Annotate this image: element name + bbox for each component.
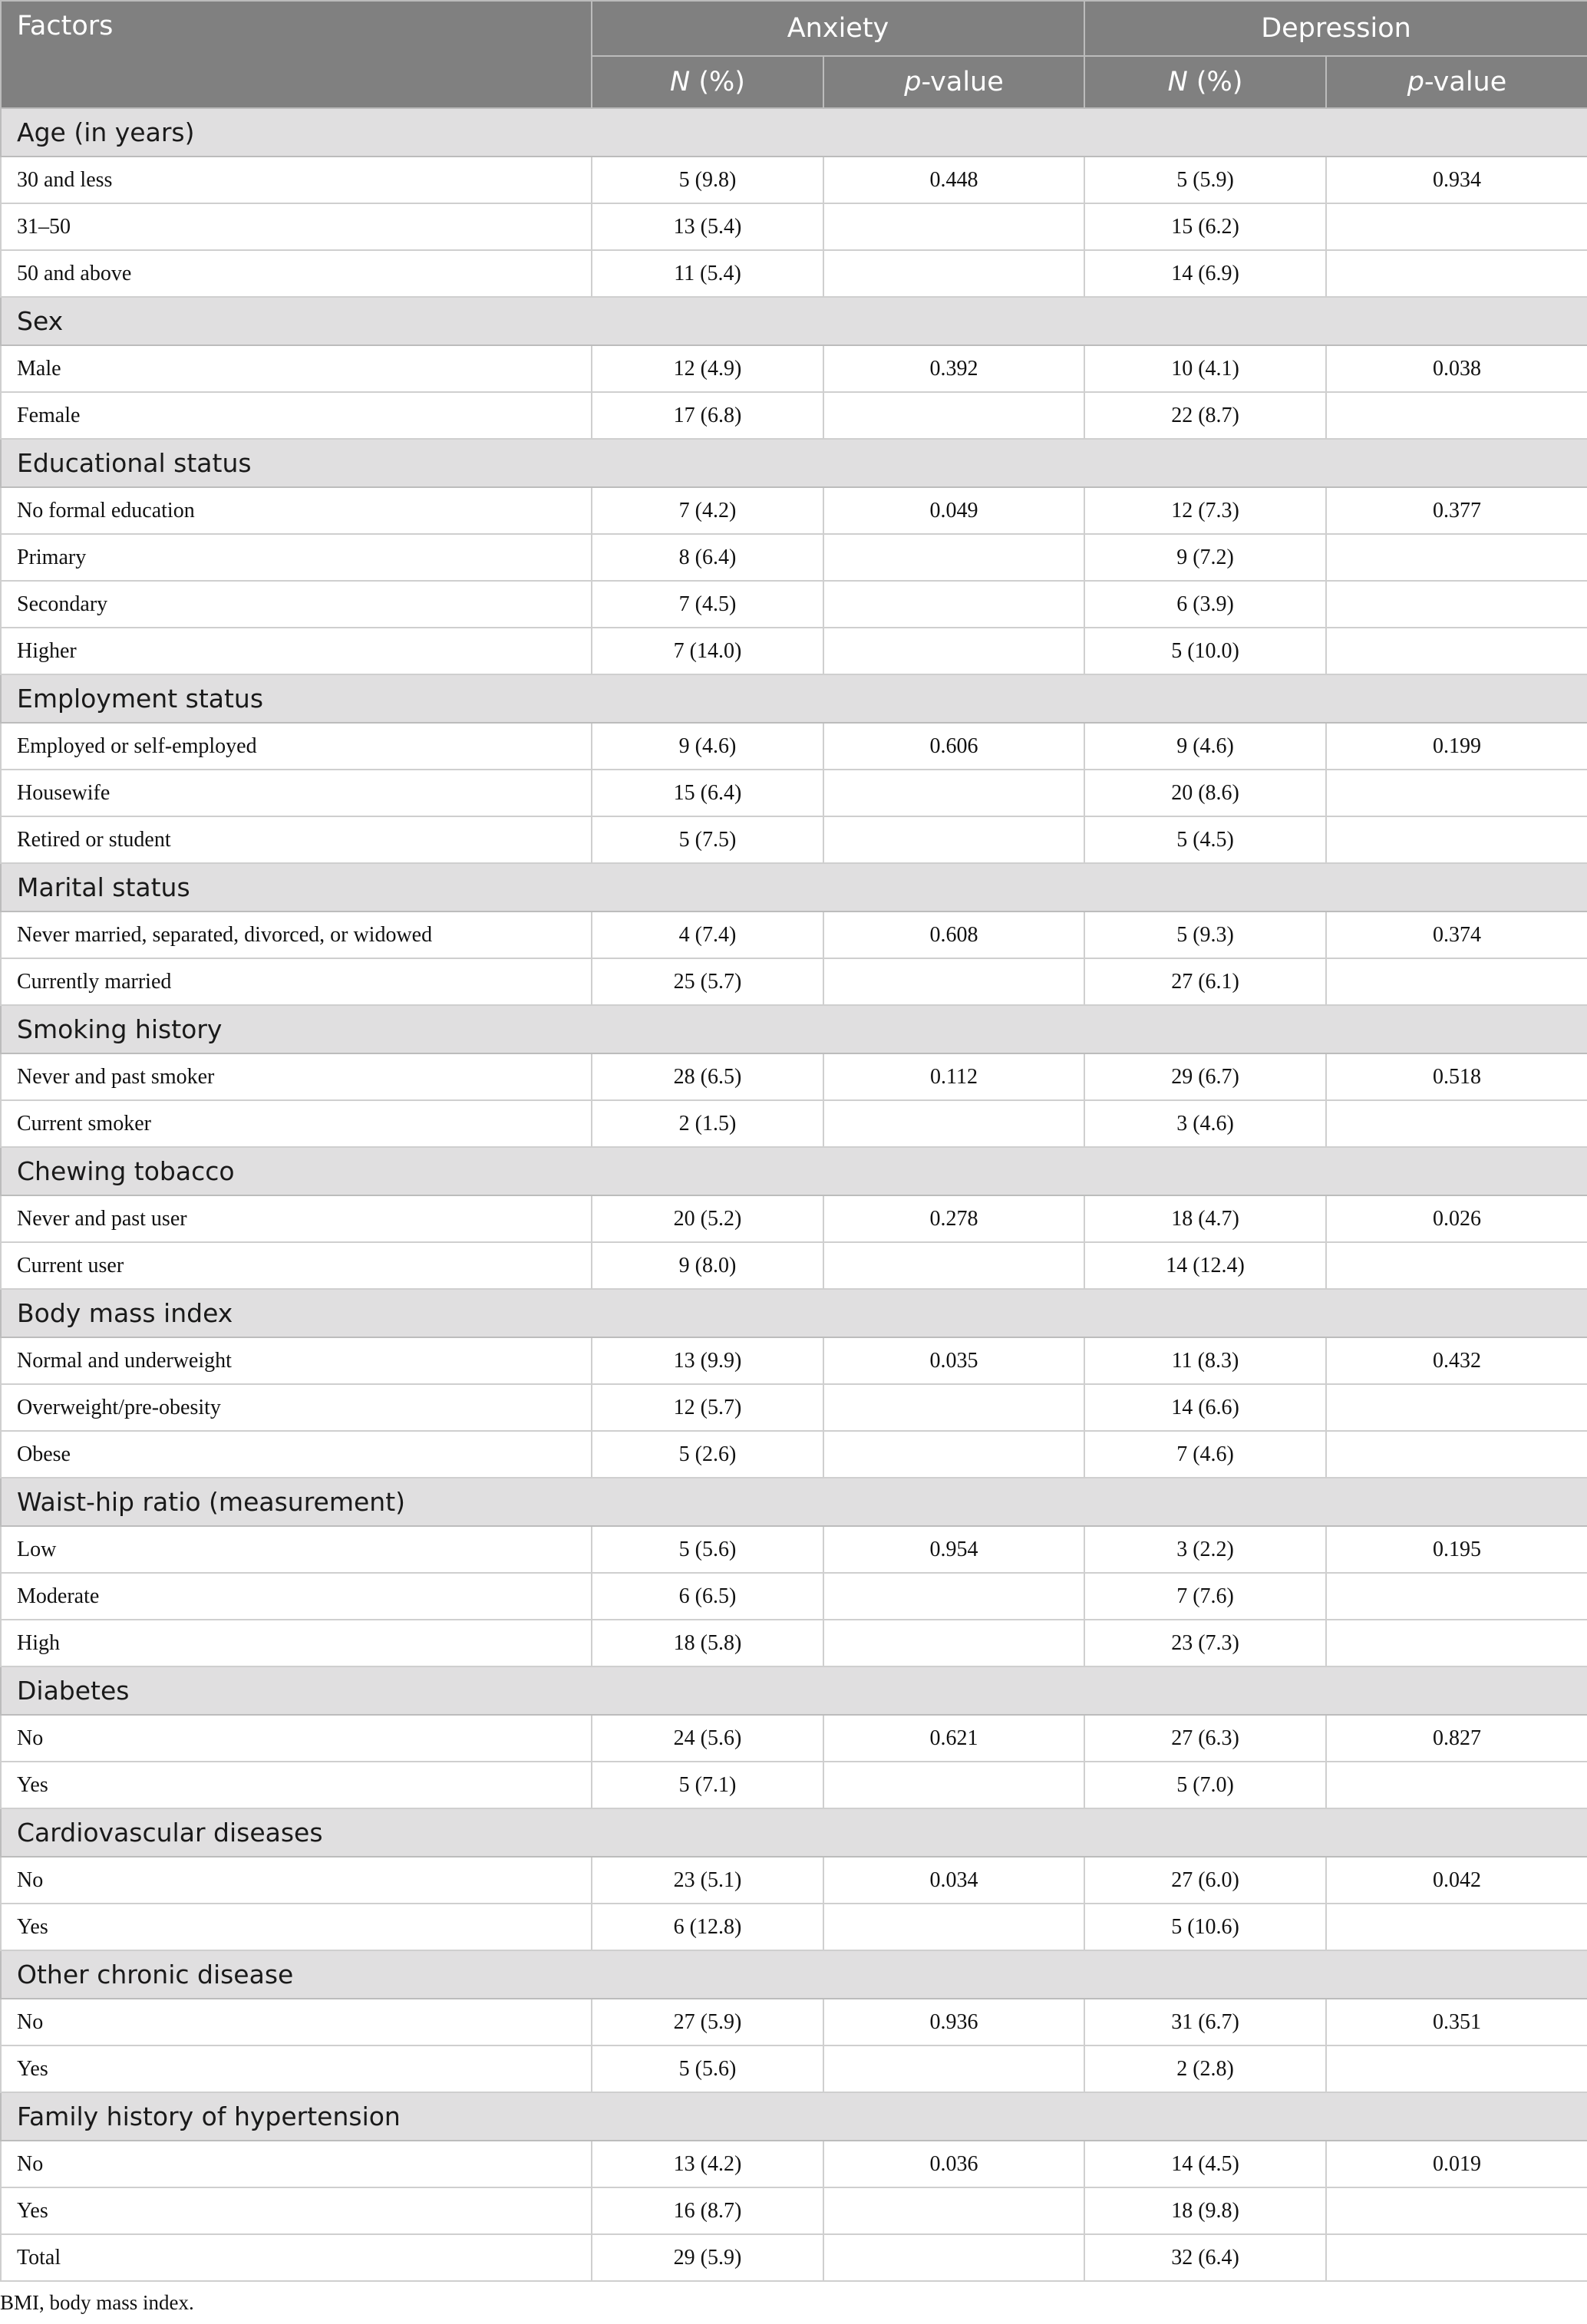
- table-row: [1, 534, 1587, 581]
- depression-n-cell: 10 (4.1): [1084, 345, 1326, 392]
- category-row: [1, 1478, 1587, 1526]
- anxiety-n-cell: 5 (5.6): [592, 2045, 823, 2092]
- factor-label: No: [1, 1715, 592, 1762]
- table-row: [1, 2234, 1587, 2281]
- anxiety-p-cell: [823, 816, 1084, 863]
- anxiety-p-cell: [823, 1904, 1084, 1950]
- table-footnote: BMI, body mass index.: [0, 2291, 194, 2314]
- category-row: [1, 108, 1587, 157]
- depression-p-cell: [1326, 581, 1587, 628]
- category-label: Other chronic disease: [1, 1950, 1587, 1999]
- depression-p-cell: 0.374: [1326, 911, 1587, 958]
- depression-n-cell: 23 (7.3): [1084, 1620, 1326, 1666]
- anxiety-n-cell: 11 (5.4): [592, 250, 823, 297]
- anxiety-p-cell: [823, 770, 1084, 816]
- table-row: [1, 770, 1587, 816]
- table-row: [1, 628, 1587, 674]
- anxiety-p-cell: [823, 1620, 1084, 1666]
- table-row: [1, 392, 1587, 439]
- anxiety-n-cell: 6 (6.5): [592, 1573, 823, 1620]
- factor-label: Never and past smoker: [1, 1053, 592, 1100]
- factor-label: Employed or self-employed: [1, 723, 592, 770]
- category-label: Cardiovascular diseases: [1, 1808, 1587, 1857]
- anxiety-n-cell: 7 (4.5): [592, 581, 823, 628]
- table-row: [1, 1762, 1587, 1808]
- anxiety-p-cell: [823, 534, 1084, 581]
- factor-label: Normal and underweight: [1, 1337, 592, 1384]
- depression-p-cell: [1326, 1620, 1587, 1666]
- table-row: [1, 1857, 1587, 1904]
- table-row: [1, 487, 1587, 534]
- depression-p-cell: [1326, 1762, 1587, 1808]
- anxiety-n-cell: 7 (14.0): [592, 628, 823, 674]
- depression-n-cell: 14 (12.4): [1084, 1242, 1326, 1289]
- anxiety-p-cell: 0.049: [823, 487, 1084, 534]
- depression-n-cell: 7 (4.6): [1084, 1431, 1326, 1478]
- factor-label: Secondary: [1, 581, 592, 628]
- table-body: [1, 108, 1587, 2281]
- anxiety-p-cell: 0.606: [823, 723, 1084, 770]
- table-row: [1, 250, 1587, 297]
- factor-label: 30 and less: [1, 157, 592, 203]
- category-label: Body mass index: [1, 1289, 1587, 1337]
- table-row: [1, 1431, 1587, 1478]
- anxiety-p-cell: [823, 581, 1084, 628]
- depression-n-cell: 11 (8.3): [1084, 1337, 1326, 1384]
- depression-n-cell: 3 (2.2): [1084, 1526, 1326, 1573]
- anxiety-p-cell: 0.621: [823, 1715, 1084, 1762]
- depression-p-cell: 0.351: [1326, 1999, 1587, 2045]
- anxiety-n-cell: 12 (5.7): [592, 1384, 823, 1431]
- anxiety-n-cell: 9 (4.6): [592, 723, 823, 770]
- anxiety-n-cell: 16 (8.7): [592, 2187, 823, 2234]
- depression-p-cell: [1326, 770, 1587, 816]
- anxiety-n-cell: 7 (4.2): [592, 487, 823, 534]
- factor-label: 50 and above: [1, 250, 592, 297]
- anxiety-n-cell: 9 (8.0): [592, 1242, 823, 1289]
- depression-n-cell: 6 (3.9): [1084, 581, 1326, 628]
- depression-p-cell: [1326, 2045, 1587, 2092]
- anxiety-n-cell: 6 (12.8): [592, 1904, 823, 1950]
- category-row: [1, 1147, 1587, 1195]
- depression-n-cell: 14 (4.5): [1084, 2141, 1326, 2187]
- anxiety-p-cell: [823, 1242, 1084, 1289]
- depression-n-cell: 9 (7.2): [1084, 534, 1326, 581]
- factor-label: Male: [1, 345, 592, 392]
- anxiety-n-cell: 2 (1.5): [592, 1100, 823, 1147]
- depression-p-cell: [1326, 1384, 1587, 1431]
- factor-label: Never and past user: [1, 1195, 592, 1242]
- table-row: [1, 1620, 1587, 1666]
- depression-p-cell: [1326, 534, 1587, 581]
- anxiety-n-cell: 17 (6.8): [592, 392, 823, 439]
- factor-label: Yes: [1, 2187, 592, 2234]
- category-label: Marital status: [1, 863, 1587, 911]
- depression-n-cell: 27 (6.3): [1084, 1715, 1326, 1762]
- category-row: [1, 1005, 1587, 1053]
- table-row: [1, 1100, 1587, 1147]
- depression-n-cell: 29 (6.7): [1084, 1053, 1326, 1100]
- table-row: [1, 2187, 1587, 2234]
- category-label: Chewing tobacco: [1, 1147, 1587, 1195]
- category-label: Family history of hypertension: [1, 2092, 1587, 2141]
- factor-label: Yes: [1, 2045, 592, 2092]
- depression-p-cell: [1326, 958, 1587, 1005]
- depression-p-cell: [1326, 816, 1587, 863]
- factor-label: Housewife: [1, 770, 592, 816]
- depression-header: Depression: [1084, 1, 1587, 56]
- table-row: [1, 1715, 1587, 1762]
- depression-p-cell: [1326, 203, 1587, 250]
- category-label: Diabetes: [1, 1666, 1587, 1715]
- category-row: [1, 1289, 1587, 1337]
- table-row: [1, 1384, 1587, 1431]
- depression-n-cell: 18 (4.7): [1084, 1195, 1326, 1242]
- anxiety-n-cell: 4 (7.4): [592, 911, 823, 958]
- table-row: [1, 1999, 1587, 2045]
- anxiety-p-cell: [823, 203, 1084, 250]
- category-row: [1, 1666, 1587, 1715]
- factor-label: Retired or student: [1, 816, 592, 863]
- depression-p-cell: [1326, 1904, 1587, 1950]
- table-row: [1, 1526, 1587, 1573]
- factor-label: High: [1, 1620, 592, 1666]
- anxiety-n-cell: 5 (7.1): [592, 1762, 823, 1808]
- table-row: [1, 723, 1587, 770]
- depression-p-cell: 0.026: [1326, 1195, 1587, 1242]
- anxiety-n-cell: 27 (5.9): [592, 1999, 823, 2045]
- table-row: [1, 157, 1587, 203]
- anxiety-p-cell: 0.035: [823, 1337, 1084, 1384]
- factor-label: Total: [1, 2234, 592, 2281]
- depression-n-cell: 7 (7.6): [1084, 1573, 1326, 1620]
- category-row: [1, 1950, 1587, 1999]
- anxiety-p-cell: 0.036: [823, 2141, 1084, 2187]
- depression-n-cell: 31 (6.7): [1084, 1999, 1326, 2045]
- anxiety-n-cell: 25 (5.7): [592, 958, 823, 1005]
- table-row: [1, 2141, 1587, 2187]
- anxiety-p-cell: [823, 2234, 1084, 2281]
- anxiety-n-cell: 5 (2.6): [592, 1431, 823, 1478]
- factor-label: No: [1, 2141, 592, 2187]
- anxiety-n-cell: 24 (5.6): [592, 1715, 823, 1762]
- anxiety-p-cell: [823, 1384, 1084, 1431]
- depression-n-cell: 15 (6.2): [1084, 203, 1326, 250]
- table-row: [1, 1053, 1587, 1100]
- anxiety-p-cell: 0.608: [823, 911, 1084, 958]
- anxiety-n-cell: 12 (4.9): [592, 345, 823, 392]
- depression-n-cell: 20 (8.6): [1084, 770, 1326, 816]
- depression-p-cell: [1326, 2234, 1587, 2281]
- anxiety-n-cell: 13 (5.4): [592, 203, 823, 250]
- table-row: [1, 1904, 1587, 1950]
- factor-label: Current user: [1, 1242, 592, 1289]
- table-row: [1, 958, 1587, 1005]
- anxiety-p-cell: 0.392: [823, 345, 1084, 392]
- anxiety-p-cell: [823, 392, 1084, 439]
- depression-n-cell: 5 (10.6): [1084, 1904, 1326, 1950]
- anxiety-p-cell: [823, 2187, 1084, 2234]
- anxiety-n-cell: 28 (6.5): [592, 1053, 823, 1100]
- anxiety-p-cell: 0.954: [823, 1526, 1084, 1573]
- depression-n-cell: 27 (6.0): [1084, 1857, 1326, 1904]
- category-label: Smoking history: [1, 1005, 1587, 1053]
- anxiety-p-cell: [823, 1762, 1084, 1808]
- category-label: Waist-hip ratio (measurement): [1, 1478, 1587, 1526]
- category-row: [1, 863, 1587, 911]
- anxiety-n-cell: 13 (4.2): [592, 2141, 823, 2187]
- depression-n-cell: 32 (6.4): [1084, 2234, 1326, 2281]
- depression-n-cell: 22 (8.7): [1084, 392, 1326, 439]
- anxiety-header: Anxiety: [592, 1, 1084, 56]
- anxiety-p-cell: 0.034: [823, 1857, 1084, 1904]
- category-label: Sex: [1, 297, 1587, 345]
- category-row: [1, 2092, 1587, 2141]
- depression-n-cell: 14 (6.9): [1084, 250, 1326, 297]
- factors-header: Factors: [1, 1, 592, 108]
- anxiety-p-cell: [823, 1100, 1084, 1147]
- anxiety-n-cell: 23 (5.1): [592, 1857, 823, 1904]
- factor-label: Yes: [1, 1904, 592, 1950]
- category-row: [1, 297, 1587, 345]
- depression-n-cell: 3 (4.6): [1084, 1100, 1326, 1147]
- anxiety-n-cell: 5 (9.8): [592, 157, 823, 203]
- depression-n-cell: 12 (7.3): [1084, 487, 1326, 534]
- category-label: Educational status: [1, 439, 1587, 487]
- depression-n-cell: 5 (4.5): [1084, 816, 1326, 863]
- depression-p-cell: 0.038: [1326, 345, 1587, 392]
- depression-n-header: N (%): [1084, 56, 1326, 108]
- depression-p-cell: 0.934: [1326, 157, 1587, 203]
- anxiety-p-cell: [823, 2045, 1084, 2092]
- anxiety-n-cell: 18 (5.8): [592, 1620, 823, 1666]
- depression-p-cell: [1326, 392, 1587, 439]
- depression-p-header: p-value: [1326, 56, 1587, 108]
- depression-p-cell: 0.377: [1326, 487, 1587, 534]
- factor-label: Never married, separated, divorced, or widowed: [1, 911, 592, 958]
- anxiety-p-cell: 0.448: [823, 157, 1084, 203]
- anxiety-n-header: N (%): [592, 56, 823, 108]
- table-row: [1, 1573, 1587, 1620]
- table-row: [1, 816, 1587, 863]
- category-label: Employment status: [1, 674, 1587, 723]
- factor-label: Overweight/pre-obesity: [1, 1384, 592, 1431]
- table-row: [1, 2045, 1587, 2092]
- depression-n-cell: 5 (5.9): [1084, 157, 1326, 203]
- anxiety-n-cell: 15 (6.4): [592, 770, 823, 816]
- depression-n-cell: 18 (9.8): [1084, 2187, 1326, 2234]
- depression-n-cell: 27 (6.1): [1084, 958, 1326, 1005]
- depression-p-cell: [1326, 250, 1587, 297]
- category-row: [1, 439, 1587, 487]
- anxiety-n-cell: 13 (9.9): [592, 1337, 823, 1384]
- anxiety-p-cell: [823, 958, 1084, 1005]
- factor-label: Current smoker: [1, 1100, 592, 1147]
- table-row: [1, 581, 1587, 628]
- depression-p-cell: [1326, 628, 1587, 674]
- table-row: [1, 1195, 1587, 1242]
- depression-p-cell: 0.042: [1326, 1857, 1587, 1904]
- depression-p-cell: [1326, 1431, 1587, 1478]
- factor-label: 31–50: [1, 203, 592, 250]
- category-label: Age (in years): [1, 108, 1587, 157]
- depression-p-cell: 0.518: [1326, 1053, 1587, 1100]
- factor-label: Low: [1, 1526, 592, 1573]
- depression-p-cell: 0.432: [1326, 1337, 1587, 1384]
- factor-label: Female: [1, 392, 592, 439]
- factor-label: Moderate: [1, 1573, 592, 1620]
- factor-label: Currently married: [1, 958, 592, 1005]
- table-row: [1, 203, 1587, 250]
- table-row: [1, 345, 1587, 392]
- factor-label: Obese: [1, 1431, 592, 1478]
- table-row: [1, 911, 1587, 958]
- depression-n-cell: 5 (10.0): [1084, 628, 1326, 674]
- anxiety-p-cell: 0.278: [823, 1195, 1084, 1242]
- factor-label: Higher: [1, 628, 592, 674]
- depression-n-cell: 5 (9.3): [1084, 911, 1326, 958]
- category-row: [1, 674, 1587, 723]
- anxiety-p-cell: 0.112: [823, 1053, 1084, 1100]
- anxiety-p-cell: [823, 628, 1084, 674]
- depression-n-cell: 2 (2.8): [1084, 2045, 1326, 2092]
- anxiety-p-cell: [823, 1573, 1084, 1620]
- table-row: [1, 1242, 1587, 1289]
- depression-n-cell: 9 (4.6): [1084, 723, 1326, 770]
- depression-p-cell: [1326, 1100, 1587, 1147]
- depression-p-cell: [1326, 1242, 1587, 1289]
- factor-label: No: [1, 1999, 592, 2045]
- factor-label: No formal education: [1, 487, 592, 534]
- anxiety-n-cell: 5 (5.6): [592, 1526, 823, 1573]
- anxiety-n-cell: 20 (5.2): [592, 1195, 823, 1242]
- anxiety-n-cell: 5 (7.5): [592, 816, 823, 863]
- depression-p-cell: 0.019: [1326, 2141, 1587, 2187]
- depression-p-cell: 0.827: [1326, 1715, 1587, 1762]
- depression-p-cell: 0.199: [1326, 723, 1587, 770]
- anxiety-n-cell: 29 (5.9): [592, 2234, 823, 2281]
- factor-label: No: [1, 1857, 592, 1904]
- anxiety-p-cell: [823, 1431, 1084, 1478]
- depression-p-cell: [1326, 2187, 1587, 2234]
- factor-label: Yes: [1, 1762, 592, 1808]
- depression-n-cell: 14 (6.6): [1084, 1384, 1326, 1431]
- anxiety-n-cell: 8 (6.4): [592, 534, 823, 581]
- depression-n-cell: 5 (7.0): [1084, 1762, 1326, 1808]
- table-row: [1, 1337, 1587, 1384]
- anxiety-p-header: p-value: [823, 56, 1084, 108]
- factor-label: Primary: [1, 534, 592, 581]
- anxiety-p-cell: 0.936: [823, 1999, 1084, 2045]
- depression-p-cell: 0.195: [1326, 1526, 1587, 1573]
- anxiety-p-cell: [823, 250, 1084, 297]
- depression-p-cell: [1326, 1573, 1587, 1620]
- category-row: [1, 1808, 1587, 1857]
